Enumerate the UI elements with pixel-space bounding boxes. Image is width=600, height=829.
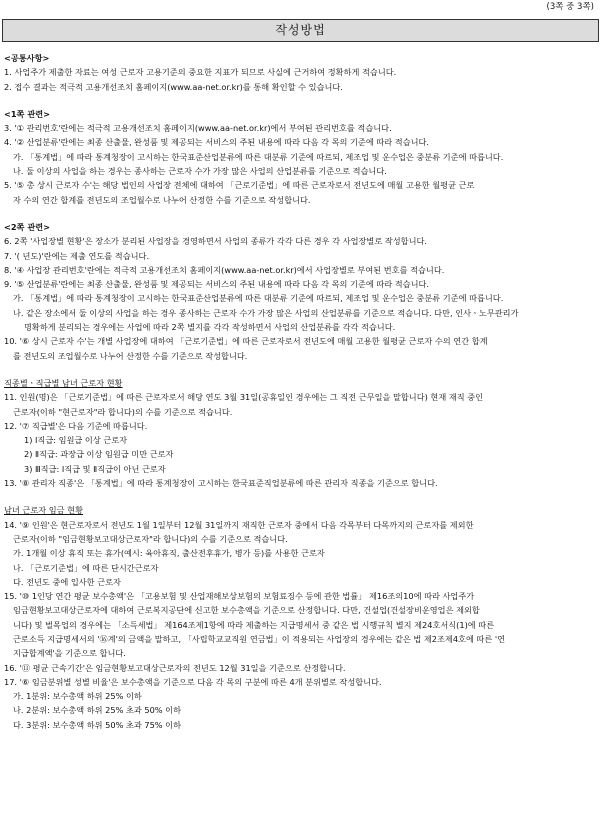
instruction-line: 1) Ⅰ직급: 임원급 이상 근로자 [24, 435, 128, 446]
section-gap [4, 363, 596, 376]
section [4, 220, 596, 363]
section-gap [4, 94, 596, 107]
instruction-line: 가. 「통계법」에 따라 통계청장이 고시하는 한국표준산업분류에 따른 대분류 기준에 따르되, 제조업 및 운수업은 중분류 기준에 따릅니다. [13, 151, 504, 162]
instruction-line: 2. 접수 결과는 적극적 고용개선조치 홈페이지(www.aa-net.or.kr)를 통해 확인할 수 있습니다. [4, 81, 343, 92]
instruction-line: 근로소득 지급명세서의 '⑯계'의 금액을 말하고, 「사립학교교직원 연금법」이 적용되는 사업장의 경우에는 같은 법 제2조제4호에 따른 '연 [13, 633, 506, 644]
section-heading: 남녀 근로자 임금 현황 [4, 505, 83, 516]
instruction-line: 나. 같은 장소에서 둘 이상의 사업을 하는 경우 종사하는 근로자 수가 가장 많은 사업의 산업분류를 기준으로 적습니다. 다만, 인사ㆍ노무관리가 [13, 307, 519, 318]
instruction-line: 나. 「근로기준법」에 따른 단시간근로자 [13, 562, 159, 573]
instruction-line: 다. 3분위: 보수총액 하위 50% 초과 75% 이하 [13, 719, 182, 730]
page-title: 작성방법 [2, 19, 599, 42]
instruction-line: 가. 1분위: 보수총액 하위 25% 이하 [13, 691, 142, 702]
instruction-line: 3. '① 관리번호'란에는 적극적 고용개선조치 홈페이지(www.aa-net.or.kr)에서 부여된 관리번호를 적습니다. [4, 123, 392, 134]
instruction-line: 나. 2분위: 보수총액 하위 25% 초과 50% 이하 [13, 705, 182, 716]
instruction-line: 다. 전년도 중에 입사한 근로자 [13, 576, 121, 587]
instruction-line: 4. '② 산업분류'란에는 최종 산출물, 완성품 및 제공되는 서비스의 주된 내용에 따라 다음 각 목의 기준에 따라 적습니다. [4, 137, 430, 148]
instruction-line: 임금현황보고대상근로자에 대하여 근로복지공단에 신고한 보수총액을 기준으로 산정합니다. 다만, 건설업(건설장비운영업은 제외합 [13, 605, 480, 616]
instruction-line: 8. '④ 사업장 관리번호'란에는 적극적 고용개선조치 홈페이지(www.aa-net.or.kr)에서 사업장별로 부여된 번호를 적습니다. [4, 264, 445, 275]
instruction-line: 나. 둘 이상의 사업을 하는 경우는 종사하는 근로자 수가 가장 많은 사업의 산업분류를 기준으로 적습니다. [13, 166, 387, 177]
instruction-line: 명확하게 분리되는 경우에는 사업에 따라 2쪽 별지를 각각 작성하면서 사업의 산업분류를 각각 적습니다. [24, 322, 396, 333]
section-heading: <1쪽 관련> [4, 108, 50, 119]
instruction-line: 15. '⑩ 1인당 연간 평균 보수총액'은 「고용보험 및 산업재해보상보험의 보험료징수 등에 관한 법률」 제16조의10에 따라 사업주가 [4, 591, 475, 602]
instruction-line: 를 전년도의 조업월수로 나누어 산정한 수를 기준으로 작성합니다. [13, 350, 248, 361]
instruction-line: 14. '⑨ 인원'은 현근로자로서 전년도 1월 1일부터 12월 31일까지 재직한 근로자 중에서 다음 각목부터 다목까지의 근로자를 제외한 [4, 519, 474, 530]
instructions-body [4, 51, 596, 732]
instruction-line: 16. '⑪ 평균 근속기간'은 임금현황보고대상근로자의 전년도 12월 31일을 기준으로 산정합니다. [4, 662, 346, 673]
instruction-line: 17. '⑥ 임금분위별 성별 비율'은 보수총액을 기준으로 다음 각 목의 구분에 따른 4개 분위별로 작성합니다. [4, 676, 382, 687]
instruction-line: 11. 인원(명)은 「근로기준법」에 따른 근로자로서 해당 연도 3월 31일(공휴일인 경우에는 그 직전 근무일을 말합니다) 현재 재직 중인 [4, 392, 484, 403]
instruction-line: 10. '⑥ 상시 근로자 수'는 개별 사업장에 대하여 「근로기준법」에 따른 근로자로서 전년도에 매월 고용한 월평균 근로자 수의 연간 합계 [4, 336, 488, 347]
instruction-line: 1. 사업주가 제출한 자료는 여성 근로자 고용기준의 중요한 지표가 되므로 사실에 근거하여 정확하게 적습니다. [4, 67, 397, 78]
page-number: (3쪽 중 3쪽) [546, 2, 594, 12]
instruction-line: 자 수의 연간 합계를 전년도의 조업월수로 나누어 산정한 수를 기준으로 작성합니다. [13, 194, 311, 205]
section-gap [4, 207, 596, 220]
section [4, 51, 596, 94]
instruction-line: 니다) 및 벌목업의 경우에는 「소득세법」 제164조제1항에 따라 제출하는 지급명세서 중 같은 법 시행규칙 별지 제24호서식(1)에 따른 [13, 619, 495, 630]
instruction-line: 7. '( 년도)'란에는 제출 연도를 적습니다. [4, 250, 150, 261]
instruction-line: 근로자(이하 "임금현황보고대상근로자"라 합니다)의 수를 기준으로 적습니다. [13, 533, 288, 544]
instruction-line: 12. '⑦ 직급별'은 다음 기준에 따릅니다. [4, 420, 148, 431]
instruction-line: 3) Ⅲ직급: Ⅰ직급 및 Ⅱ직급이 아닌 근로자 [24, 463, 166, 474]
section [4, 503, 596, 732]
instruction-line: 9. '⑤ 산업분류'란에는 최종 산출물, 완성품 및 제공되는 서비스의 주된 내용에 따라 다음 각 목의 기준에 따라 적습니다. [4, 279, 430, 290]
instruction-line: 근로자(이하 "현근로자"라 합니다)의 수를 기준으로 적습니다. [13, 406, 233, 417]
section-heading: 직종별ㆍ직급별 남녀 근로자 현황 [4, 377, 123, 388]
instruction-line: 6. 2쪽 '사업장별 현황'은 장소가 분리된 사업장을 경영하면서 사업의 종류가 각각 다른 경우 각 사업장별로 작성합니다. [4, 236, 427, 247]
instruction-line: 5. '⑤ 총 상시 근로자 수'는 해당 법인의 사업장 전체에 대하여 「근로기준법」에 따른 근로자로서 전년도에 매월 고용한 월평균 근로 [4, 180, 475, 191]
instruction-line: 지급합계액'을 기준으로 합니다. [13, 648, 126, 659]
instruction-line: 13. '⑧ 관리자 직종'은 「통계법」에 따라 통계청장이 고시하는 한국표준직업분류에 따른 관리자 직종을 기준으로 합니다. [4, 478, 438, 489]
instruction-line: 2) Ⅱ직급: 과장급 이상 임원급 미만 근로자 [24, 449, 174, 460]
instruction-line: 가. 1개월 이상 휴직 또는 휴가(예시: 육아휴직, 출산전후휴가, 병가 등)를 사용한 근로자 [13, 548, 325, 559]
section-heading: <2쪽 관련> [4, 221, 50, 232]
instruction-line: 가. 「통계법」에 따라 통계청장이 고시하는 한국표준산업분류에 따른 대분류 기준에 따르되, 제조업 및 운수업은 중분류 기준에 따릅니다. [13, 293, 504, 304]
section-gap [4, 490, 596, 503]
section-heading: <공통사항> [4, 53, 50, 63]
section [4, 376, 596, 490]
section [4, 107, 596, 207]
